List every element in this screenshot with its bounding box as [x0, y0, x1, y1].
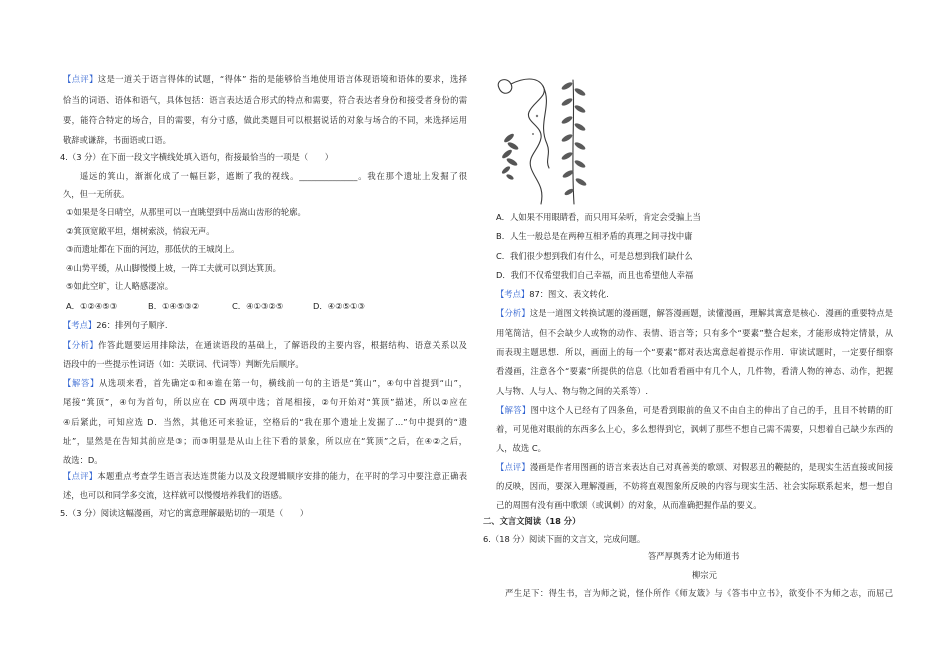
label-dianping: 【点评】: [496, 462, 530, 472]
fenxi-line: [63, 339, 467, 351]
sentence-item: ③而遗址都在下面的河边，那低伏的王城岗上。: [66, 244, 240, 254]
dianping-line: 述，也可以和同学多交流，这样就可以慢慢培养我们的语感。: [63, 490, 288, 500]
fenxi-text: 这是一道图文转换试题的漫画题，解答漫画题，读懂漫画，理解其寓意是核心．漫画的重要特点是: [529, 308, 893, 318]
jieda-line: 着，可见他对眼前的东西多么上心，多么想得到它，讽刺了那些不想自己需不需要，只想着自己缺少东西的: [496, 424, 893, 434]
label-jieda: 【解答】: [63, 378, 100, 388]
fenxi-line: 而表现主题思想．所以，画面上的每一个“要素”都对表达寓意起着提示作用．审读试题时，一定要仔细察: [496, 347, 893, 357]
comment-line: 敬辞或谦辞，书面语或口语。: [63, 135, 171, 145]
section-heading: 二、文言文阅读（18 分）: [483, 516, 581, 526]
choice-a: A．①②④⑤③: [66, 301, 118, 311]
sentence-item: ②箕顶宽敞平坦，烟树索淡，悄寂无声。: [66, 226, 215, 236]
choice-c: C．我们很少想到我们有什么，可是总想到我们缺什么: [496, 251, 693, 261]
fenxi-line: [496, 307, 893, 319]
fenxi-line: 用笔简洁，但不会缺少人或物的动作、表情、语言等；只有多个“要素”整合起来，才能形成特定情景，从: [496, 328, 893, 338]
cartoon-loop: [498, 80, 512, 94]
sentence-item: ①如果是冬日晴空，从那里可以一直眺望到中岳嵩山齿形的轮廓。: [66, 207, 306, 217]
cartoon-hanging-line: [573, 80, 574, 204]
jieda-line: 人，故选 C。: [496, 443, 546, 453]
label-dianping: 【点评】: [63, 74, 98, 84]
fenxi-text: 作答此题要运用排除法，在通读语段的基础上，了解语段的主要内容，根据结构、语意关系以及: [98, 340, 467, 350]
choice-d: D．④②⑤①③: [313, 301, 365, 311]
jieda-text: 从选项来看，首先确定①和④谁在第一句，横线前一句的主语是“箕山”，④句中首提到“山”，: [99, 378, 467, 388]
cartoon-image: [493, 76, 605, 208]
comment-line: [63, 73, 467, 85]
jieda-line: 故选：D。: [63, 455, 103, 465]
kaodian-line: [496, 288, 609, 300]
jieda-line: [496, 404, 893, 416]
question-5-stem: 5.（3 分）阅读这幅漫画，对它的寓意理解最贴切的一项是（ ）: [60, 508, 309, 518]
comment-line: 要，能符合特定的场合，目的需要，有分寸感，做此类题目可以根据说话的对象与场合的不同，来选择运用: [63, 115, 467, 125]
kaodian-text: 87：图文、表文转化.: [529, 289, 609, 299]
choice-a: A．人如果不用眼睛看，而只用耳朵听，肯定会受骗上当: [496, 212, 701, 222]
cartoon-line: [511, 79, 544, 204]
label-kaodian: 【考点】: [63, 320, 97, 330]
dianping-line: 己的周围有没有画中歌颂（或讽刺）的对象，从而准确把握作品的要义。: [496, 500, 762, 510]
question-6-stem: 6.（18 分）阅读下面的文言文，完成问题。: [483, 534, 646, 544]
dianping-line: [63, 470, 467, 482]
label-jieda: 【解答】: [496, 405, 531, 415]
label-fenxi: 【分析】: [496, 308, 530, 318]
kaodian-line: [63, 319, 167, 331]
fenxi-line: 看漫画，注意各个“要素”所提供的信息（比如看看画中有几个人，几件物，看清人物的神态、动作，把握: [496, 366, 893, 376]
label-dianping: 【点评】: [63, 471, 98, 481]
sentence-item: ④山势平缓，从山脚慢慢上坡，一阵工夫就可以到达箕顶。: [66, 263, 281, 273]
sentence-item: ⑤如此空旷，让人略感凄凉。: [66, 281, 174, 291]
label-fenxi: 【分析】: [63, 340, 99, 350]
passage-line: 遥远的箕山，渐渐化成了一幅巨影，遮断了我的视线。______________。我在那个遗址上发掘了很: [80, 171, 467, 181]
cartoon-left-fish: [501, 132, 520, 180]
fenxi-line: 语段中的一些提示性词语（如：关联词、代词等）判断先后顺序。: [63, 359, 304, 369]
comment-text: 这是一道关于语言得体的试题，“得体” 指的是能够恰当地使用语言体现语境和语体的要求，选择: [97, 74, 467, 84]
dianping-line: [496, 461, 893, 473]
jieda-line: 尾接“箕顶”，④句为首句，所以应在 CD 两项中选；首尾相接，②句开始对“箕顶”描述，所以②应在: [63, 397, 467, 407]
dianping-text: 本题重点考查学生语言表达连贯能力以及文段逻辑顺序安排的能力，在平时的学习中要注意正确表: [97, 471, 467, 481]
jieda-line: 址”，显然是在告知其前应是③；而③明显是从山上往下看的景象，所以应在“箕顶”之后，在④②之后，: [63, 436, 467, 446]
kaodian-text: 26：排列句子顺序.: [96, 320, 168, 330]
passage-author: 柳宗元: [692, 570, 717, 580]
passage-line: 久，但一无所获。: [63, 189, 130, 199]
choice-d: D．我们不仅希望我们自己幸福，而且也希望他人幸福: [496, 270, 694, 280]
cartoon-line: [543, 86, 549, 168]
fenxi-line: 人与物、人与人、物与物之间的关系等）.: [496, 386, 648, 396]
dianping-text: 漫画是作者用图画的语言来表达自己对真善美的歌颂、对假恶丑的鞭挞的，是现实生活直接或间接: [529, 462, 893, 472]
label-kaodian: 【考点】: [496, 289, 530, 299]
jieda-text: 图中这个人已经有了四条鱼，可是看到眼前的鱼又不由自主的伸出了自己的手，且目不转睛的盯: [530, 405, 893, 415]
choice-b: B．①④⑤③②: [148, 301, 200, 311]
dianping-line: 的反映，因而，要深入理解漫画，不妨将直观图象所反映的内容与现实生活、社会实际联系起来，想一想自: [496, 481, 893, 491]
choice-b: B．人生一般总是在两种互相矛盾的真理之间寻找中庸: [496, 231, 693, 241]
passage-line: 严生足下：得生书，言为师之说，怪仆所作《师友箴》与《答韦中立书》，欲变仆不为师之志，而屈己: [505, 588, 893, 598]
comment-line: 恰当的词语、语体和语气，具体包括：语言表达适合形式的特点和需要，符合表达者身份和接受者身份的需: [63, 95, 467, 105]
question-4-stem: 4.（3 分）在下面一段文字横线处填入语句，衔接最恰当的一项是（ ）: [60, 152, 334, 162]
jieda-line: [63, 377, 467, 389]
choice-c: C．④①③②⑤: [232, 301, 284, 311]
passage-title: 答严厚舆秀才论为师道书: [648, 551, 740, 561]
jieda-line: ④后紧此，可知应选 D．当然，其他还可来验证，空格后的“我在那个遗址上发掘了…”句中提到的“遗: [63, 417, 467, 427]
